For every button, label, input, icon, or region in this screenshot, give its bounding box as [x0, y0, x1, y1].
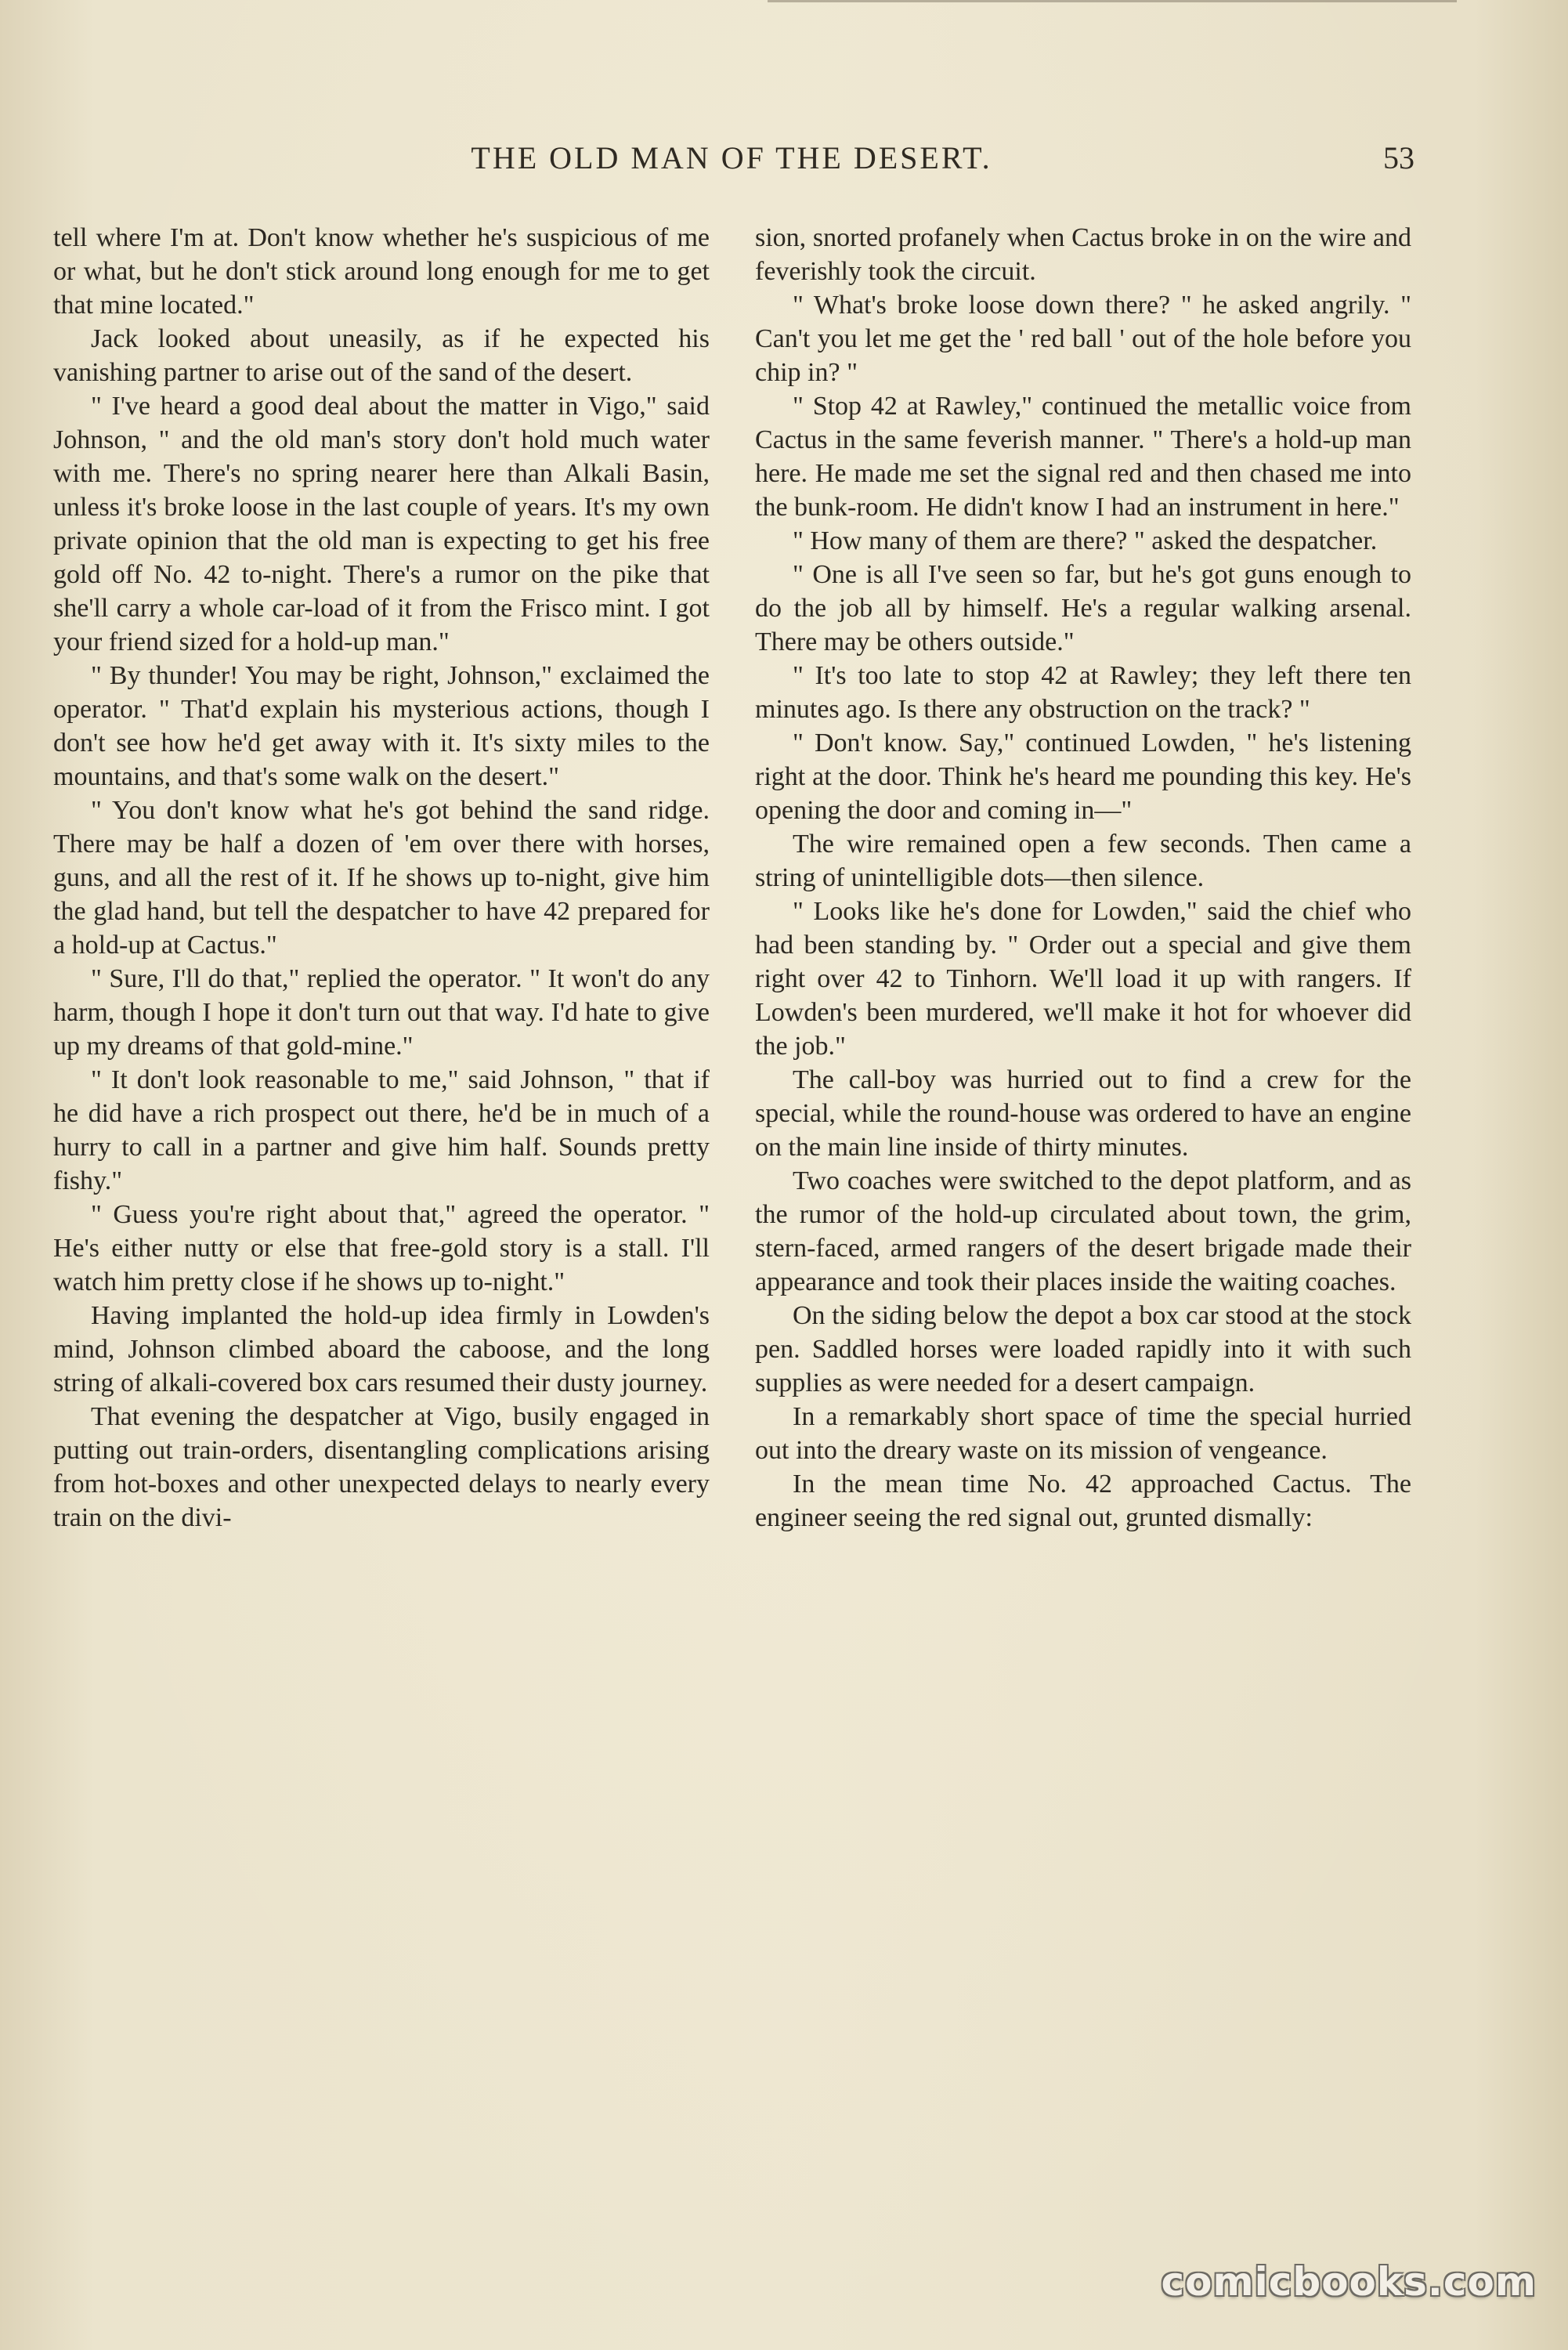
right-column — [755, 221, 1411, 1535]
running-title: THE OLD MAN OF THE DESERT. — [471, 140, 992, 175]
running-head — [50, 139, 1413, 194]
paragraph: " One is all I've seen so far, but he's got guns enough to do the job all by himself. He's a regular walking arsenal. There may be others outside." — [755, 560, 1411, 656]
paragraph: " By thunder! You may be right, Johnson," exclaimed the operator. " That'd explain his mysterious actions, though I don't see how he'd get away with it. It's sixty miles to the mountains, and that's some walk on the desert." — [53, 661, 710, 791]
paragraph: " Sure, I'll do that," replied the operator. " It won't do any harm, though I hope it don't turn out that way. I'd hate to give up my dreams of that gold-mine." — [53, 964, 710, 1061]
paragraph: " I've heard a good deal about the matter in Vigo," said Johnson, " and the old man's story don't hold much water with me. There's no spring nearer here than Alkali Basin, unless it's broke loose in the last couple of years. It's my own private opinion that the old man is expecting to get his free gold off No. 42 to-night. There's a rumor on the pike that she'll carry a whole car-load of it from the Frisco mint. I got your friend sized for a hold-up man." — [53, 392, 710, 656]
paragraph: " Stop 42 at Rawley," continued the metallic voice from Cactus in the same feverish manner. " There's a hold-up man here. He made me set the signal red and then chased me into the bunk-room. He didn't know I had an instrument in here." — [755, 392, 1411, 522]
paragraph: tell where I'm at. Don't know whether he's suspicious of me or what, but he don't stick around long enough for me to get that mine located." — [53, 223, 710, 320]
left-column — [53, 221, 710, 1535]
paragraph: The wire remained open a few seconds. Then came a string of unintelligible dots—then silence. — [755, 830, 1411, 892]
paragraph: On the siding below the depot a box car stood at the stock pen. Saddled horses were loaded rapidly into it with such supplies as were needed for a desert campaign. — [755, 1301, 1411, 1397]
paragraph: " It don't look reasonable to me," said Johnson, " that if he did have a rich prospect out there, he'd be in much of a hurry to call in a partner and give him half. Sounds pretty fishy." — [53, 1065, 710, 1195]
paragraph: That evening the despatcher at Vigo, busily engaged in putting out train-orders, disentangling complications arising from hot-boxes and other unexpected delays to nearly every train on the divi- — [53, 1402, 710, 1532]
paragraph: " Guess you're right about that," agreed the operator. " He's either nutty or else that free-gold story is a stall. I'll watch him pretty close if he shows up to-night." — [53, 1200, 710, 1296]
paragraph: " Looks like he's done for Lowden," said the chief who had been standing by. " Order out a special and give them right over 42 to Tinhorn. We'll load it up with rangers. If Lowden's been murdered, we'll make it hot for whoever did the job." — [755, 897, 1411, 1061]
paragraph: Two coaches were switched to the depot platform, and as the rumor of the hold-up circulated about town, the grim, stern-faced, armed rangers of the desert brigade made their appearance and took their places inside the waiting coaches. — [755, 1166, 1411, 1296]
page-number: 53 — [1383, 140, 1414, 175]
paragraph: " You don't know what he's got behind the sand ridge. There may be half a dozen of 'em over there with horses, guns, and all the rest of it. If he shows up to-night, give him the glad hand, but tell the despatcher to have 42 prepared for a hold-up at Cactus." — [53, 796, 710, 960]
paragraph: In a remarkably short space of time the special hurried out into the dreary waste on its mission of vengeance. — [755, 1402, 1411, 1465]
paragraph: " How many of them are there? " asked the despatcher. — [793, 526, 1378, 555]
paragraph: Having implanted the hold-up idea firmly in Lowden's mind, Johnson climbed aboard the caboose, and the long string of alkali-covered box cars resumed their dusty journey. — [53, 1301, 710, 1397]
paragraph: sion, snorted profanely when Cactus broke in on the wire and feverishly took the circuit. — [755, 223, 1411, 286]
paragraph: The call-boy was hurried out to find a crew for the special, while the round-house was ordered to have an engine on the main line inside of thirty minutes. — [755, 1065, 1411, 1162]
page-edge-mark — [768, 0, 1457, 2]
paragraph: " It's too late to stop 42 at Rawley; they left there ten minutes ago. Is there any obstruction on the track? " — [755, 661, 1411, 724]
paragraph: In the mean time No. 42 approached Cactus. The engineer seeing the red signal out, grunted dismally: — [755, 1470, 1411, 1532]
paragraph: " Don't know. Say," continued Lowden, " he's listening right at the door. Think he's heard me pounding this key. He's opening the door and coming in—" — [755, 728, 1411, 825]
paragraph: " What's broke loose down there? " he asked angrily. " Can't you let me get the ' red ball ' out of the hole before you chip in? " — [755, 291, 1411, 387]
paragraph: Jack looked about uneasily, as if he expected his vanishing partner to arise out of the sand of the desert. — [53, 324, 710, 387]
watermark-logo: comicbooks.com — [1161, 2259, 1537, 2305]
